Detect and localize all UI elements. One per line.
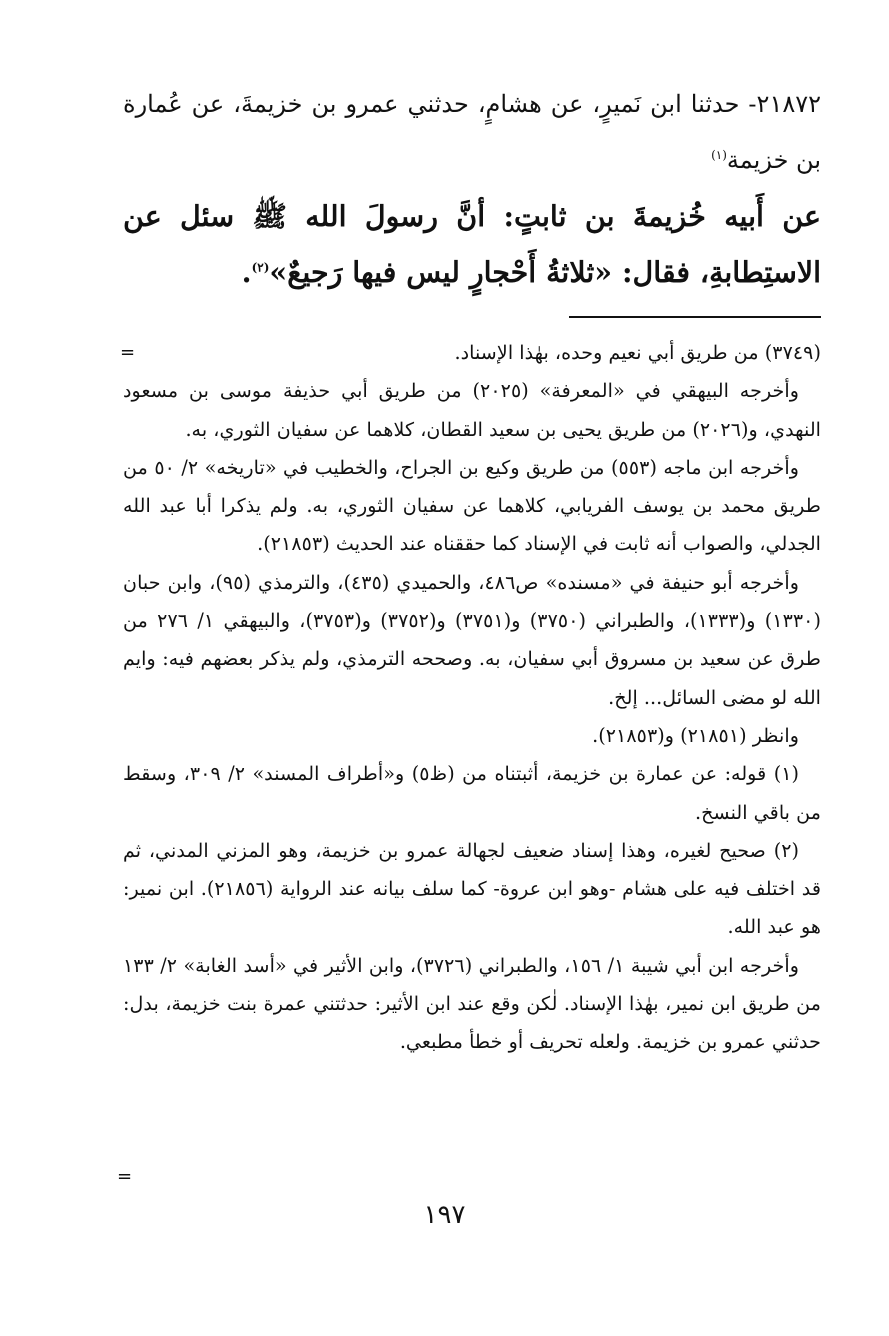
footnote-ref-2: (٢) [251, 260, 270, 275]
footnotes [123, 334, 821, 1062]
footnote-continuation-5: وانظر (٢١٨٥١) و(٢١٨٥٣). [592, 723, 799, 747]
footnote-ref-1: (١) [711, 148, 727, 162]
footnote-continuation-3: وأخرجه ابن ماجه (٥٥٣) من طريق وكيع بن الجراح، والخطيب في «تاريخه» ٢/ ٥٠ من طريق محمد بن يوسف الفريابي، كلاهما عن سفيان الثوري، به. ولم يذكرا أبا عبد الله الجدلي، والصواب أنه ثابت في الإسناد كما حققناه عند الحديث (٢١٨٥٣). [123, 455, 821, 556]
footnote-separator [569, 316, 821, 318]
hadith-matn [123, 188, 821, 300]
footnote-1: (١) قوله: عن عمارة بن خزيمة، أثبتناه من (ظ٥) و«أطراف المسند» ٢/ ٣٠٩، وسقط من باقي النسخ. [123, 762, 821, 824]
isnad-text: ٢١٨٧٢- حدثنا ابن نَميرٍ، عن هشامٍ، حدثني عمرو بن خزيمةَ، عن عُمارة بن خزيمة [123, 90, 821, 174]
continuation-mark-top: = [120, 342, 136, 363]
footnote-continuation-2: وأخرجه البيهقي في «المعرفة» (٢٠٢٥) من طريق أبي حذيفة موسى بن مسعود النهدي، و(٢٠٢٦) من طريق يحيى بن سعيد القطان، كلاهما عن سفيان الثوري، به. [123, 379, 821, 441]
footnote-continuation-1: (٣٧٤٩) من طريق أبي نعيم وحده، بهٰذا الإسناد. [454, 341, 821, 364]
footnote-continuation-4: وأخرجه أبو حنيفة في «مسنده» ص٤٨٦، والحميدي (٤٣٥)، والترمذي (٩٥)، وابن حبان (١٣٣٠) و(١٣٣٣)، والطبراني (٣٧٥٠) و(٣٧٥١) و(٣٧٥٢) و(٣٧٥٣)، والبيهقي ١/ ٢٧٦ من طرق عن سعيد بن مسروق أبي سفيان، به. وصححه الترمذي، ولم يذكر بعضهم فيه: وايم الله لو مضى السائل... إلخ. [123, 570, 821, 709]
page-number: ١٩٧ [423, 1200, 466, 1230]
continuation-mark-bottom: = [117, 1166, 133, 1187]
footnote-2-continued: وأخرجه ابن أبي شيبة ١/ ١٥٦، والطبراني (٣٧٢٦)، وابن الأثير في «أسد الغابة» ٢/ ١٣٣ من طريق ابن نمير، بهٰذا الإسناد. لٰكن وقع عند ابن الأثير: حدثتني عمرة بنت خزيمة، بدل: حدثني عمرو بن خزيمة. ولعله تحريف أو خطأ مطبعي. [123, 953, 821, 1054]
hadith-isnad [123, 76, 821, 188]
matn-text: عن أَبيه خُزيمةَ بن ثابتٍ: أنَّ رسولَ الله ﷺ سئل عن الاستِطابةِ، فقال: «ثلاثةُ أَحْجارٍ ليس فيها رَجيعٌ» [123, 199, 821, 289]
matn-end: . [241, 255, 252, 289]
footnote-2: (٢) صحيح لغيره، وهذا إسناد ضعيف لجهالة عمرو بن خزيمة، وهو المزني المدني، ثم قد اختلف فيه على هشام -وهو ابن عروة- كما سلف بيانه عند الرواية (٢١٨٥٦). ابن نمير: هو عبد الله. [123, 838, 821, 939]
